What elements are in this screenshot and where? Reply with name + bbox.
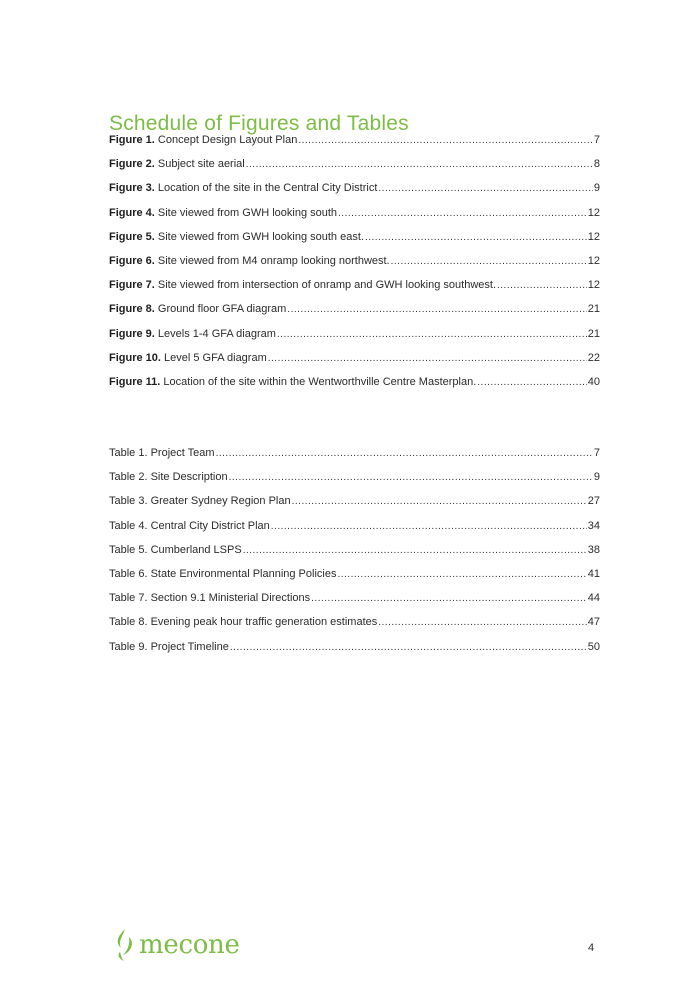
dot-leader xyxy=(216,446,593,462)
toc-entry-label xyxy=(109,493,291,509)
toc-entry-page: 8 xyxy=(593,158,600,171)
dot-leader xyxy=(292,494,587,510)
toc-entry-page: 21 xyxy=(587,327,600,340)
toc-entry-label xyxy=(109,542,242,558)
dot-leader xyxy=(243,543,587,559)
dot-leader xyxy=(391,254,587,270)
toc-entry-page: 7 xyxy=(593,447,600,459)
dot-leader xyxy=(337,567,586,583)
dot-leader xyxy=(477,375,586,391)
toc-entry-text: Site viewed from GWH looking south xyxy=(154,206,338,219)
figure-number: Figure 3. xyxy=(109,182,155,195)
figure-number: Figure 4. xyxy=(109,206,155,219)
toc-entry-text: Table 8. Evening peak hour traffic generation estimates xyxy=(109,616,378,629)
page-title: Schedule of Figures and Tables xyxy=(109,112,409,136)
toc-entry[interactable] xyxy=(109,469,600,493)
toc-entry-page: 34 xyxy=(587,519,600,532)
figure-number: Figure 2. xyxy=(109,158,155,171)
toc-entry-label xyxy=(109,132,297,148)
toc-entry[interactable] xyxy=(109,180,600,204)
toc-entry-label xyxy=(109,156,245,172)
toc-entry-text: Levels 1-4 GFA diagram xyxy=(154,327,276,340)
figures-list xyxy=(109,132,600,398)
toc-entry-label xyxy=(109,614,377,630)
toc-entry[interactable] xyxy=(109,493,600,517)
toc-entry-page: 38 xyxy=(587,543,600,556)
figure-number: Figure 1. xyxy=(109,134,155,146)
toc-entry-text: Table 9. Project Timeline xyxy=(109,640,229,653)
toc-entry-label xyxy=(109,180,377,196)
toc-entry-label xyxy=(109,469,228,485)
toc-entry-page: 9 xyxy=(593,471,600,484)
toc-entry-page: 47 xyxy=(587,616,600,629)
toc-entry[interactable] xyxy=(109,277,600,301)
toc-entry-text: Table 4. Central City District Plan xyxy=(109,519,270,532)
dot-leader xyxy=(311,591,587,607)
toc-entry-page: 9 xyxy=(593,182,600,195)
figure-number: Figure 7. xyxy=(109,279,155,292)
figure-number: Figure 10. xyxy=(109,351,161,364)
toc-entry-text: Site viewed from M4 onramp looking northwest. xyxy=(154,254,390,267)
toc-entry[interactable] xyxy=(109,566,600,590)
dot-leader xyxy=(365,230,587,246)
toc-entry-label xyxy=(109,253,390,269)
toc-entry-label xyxy=(109,590,310,606)
toc-entry[interactable] xyxy=(109,205,600,229)
toc-entry-text: Site viewed from intersection of onramp and GWH looking southwest. xyxy=(154,279,496,292)
toc-entry[interactable] xyxy=(109,639,600,663)
toc-entry[interactable] xyxy=(109,156,600,180)
toc-entry-label xyxy=(109,301,286,317)
dot-leader xyxy=(230,640,587,656)
toc-entry[interactable] xyxy=(109,614,600,638)
figure-number: Figure 9. xyxy=(109,327,155,340)
toc-entry-label xyxy=(109,326,276,342)
dot-leader xyxy=(287,302,586,318)
toc-entry-text: Table 7. Section 9.1 Ministerial Directions xyxy=(109,592,311,605)
toc-entry-page: 50 xyxy=(587,640,600,653)
toc-entry-label xyxy=(109,229,364,245)
figure-number: Figure 6. xyxy=(109,254,155,267)
toc-entry-text: Site viewed from GWH looking south east. xyxy=(154,230,364,243)
toc-entry-text: Level 5 GFA diagram xyxy=(160,351,267,364)
toc-entry-page: 40 xyxy=(587,375,600,388)
dot-leader xyxy=(246,157,593,173)
toc-entry-text: Table 2. Site Description xyxy=(109,471,228,484)
dot-leader xyxy=(378,181,592,197)
dot-leader xyxy=(338,206,587,222)
toc-entry-text: Subject site aerial xyxy=(154,158,245,171)
figure-number: Figure 5. xyxy=(109,230,155,243)
toc-entry-text: Table 6. State Environmental Planning Policies xyxy=(109,567,337,580)
toc-entry-label xyxy=(109,374,476,390)
toc-entry-page: 21 xyxy=(587,303,600,316)
toc-entry-label xyxy=(109,350,267,366)
toc-entry[interactable] xyxy=(109,253,600,277)
toc-entry[interactable] xyxy=(109,132,600,156)
toc-entry-page: 12 xyxy=(587,230,600,243)
dot-leader xyxy=(229,470,593,486)
toc-entry-label xyxy=(109,277,496,293)
toc-entry-page: 12 xyxy=(587,206,600,219)
toc-entry-label xyxy=(109,518,270,534)
leaf-flame-icon xyxy=(112,928,136,962)
toc-entry-label xyxy=(109,566,336,582)
toc-entry-page: 41 xyxy=(587,567,600,580)
toc-entry-text: Table 1. Project Team xyxy=(109,447,215,459)
toc-entry[interactable] xyxy=(109,326,600,350)
toc-entry[interactable] xyxy=(109,542,600,566)
toc-entry-page: 7 xyxy=(593,134,600,146)
toc-entry[interactable] xyxy=(109,445,600,469)
toc-entry-text: Location of the site in the Central City District xyxy=(154,182,378,195)
toc-entry-page: 22 xyxy=(587,351,600,364)
toc-entry[interactable] xyxy=(109,374,600,398)
page-number: 4 xyxy=(588,942,595,954)
toc-entry-page: 12 xyxy=(587,279,600,292)
toc-entry-text: Table 3. Greater Sydney Region Plan xyxy=(109,495,291,508)
toc-entry-label xyxy=(109,639,229,655)
toc-entry-page: 27 xyxy=(587,495,600,508)
toc-entry[interactable] xyxy=(109,301,600,325)
toc-entry-page: 12 xyxy=(587,254,600,267)
dot-leader xyxy=(497,278,587,294)
toc-entry-label xyxy=(109,445,215,461)
dot-leader xyxy=(298,133,593,149)
toc-entry-text: Ground floor GFA diagram xyxy=(154,303,287,316)
toc-entry-text: Concept Design Layout Plan xyxy=(154,134,298,146)
figure-number: Figure 8. xyxy=(109,303,155,316)
toc-entry[interactable] xyxy=(109,590,600,614)
toc-entry-label xyxy=(109,205,337,221)
dot-leader xyxy=(268,351,587,367)
figure-number: Figure 11. xyxy=(109,375,161,388)
toc-entry-text: Location of the site within the Wentworthville Centre Masterplan. xyxy=(160,375,477,388)
toc-entry[interactable] xyxy=(109,518,600,542)
dot-leader xyxy=(378,615,587,631)
toc-entry[interactable] xyxy=(109,229,600,253)
dot-leader xyxy=(277,327,587,343)
company-logo xyxy=(112,928,240,962)
toc-entry-text: Table 5. Cumberland LSPS xyxy=(109,543,242,556)
toc-entry-page: 44 xyxy=(587,592,600,605)
tables-list xyxy=(109,445,600,663)
toc-entry[interactable] xyxy=(109,350,600,374)
logo-wordmark: mecone xyxy=(139,930,240,960)
dot-leader xyxy=(271,519,587,535)
